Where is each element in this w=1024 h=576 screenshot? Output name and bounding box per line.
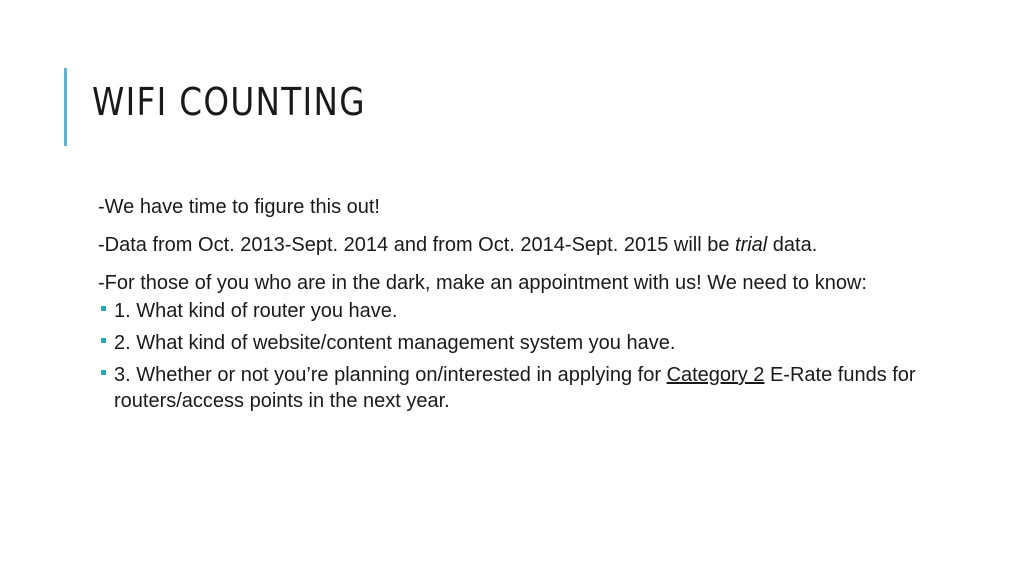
- square-bullet-icon: [101, 338, 106, 343]
- list-item: [114, 298, 918, 324]
- paragraph-time: -We have time to figure this out!: [98, 196, 380, 218]
- requirements-list: [98, 298, 918, 414]
- square-bullet-icon: [101, 306, 106, 311]
- category-2-underlined: Category 2: [666, 364, 765, 386]
- slide-title: WIFI COUNTING: [92, 80, 366, 124]
- trial-data-text-end: data.: [767, 234, 818, 256]
- list-item-text: 1. What kind of router you have.: [114, 300, 398, 322]
- list-item-text-end: E-Rate funds for routers/access points in the next year.: [114, 364, 916, 412]
- slide-body: [98, 194, 918, 420]
- list-item: [114, 330, 918, 356]
- list-item-text: 2. What kind of website/content management system you have.: [114, 332, 676, 354]
- trial-data-text-start: -Data from Oct. 2013-Sept. 2014 and from Oct. 2014-Sept. 2015 will be: [98, 234, 736, 256]
- trial-italic-word: trial: [735, 234, 768, 256]
- paragraph-trial-data: [98, 232, 918, 258]
- list-item: [114, 362, 918, 414]
- paragraph-appointment: -For those of you who are in the dark, make an appointment with us! We need to know:: [98, 272, 867, 294]
- list-item-text-start: 3. Whether or not you’re planning on/interested in applying for: [114, 364, 667, 386]
- square-bullet-icon: [101, 370, 106, 375]
- title-accent-bar: [64, 68, 67, 146]
